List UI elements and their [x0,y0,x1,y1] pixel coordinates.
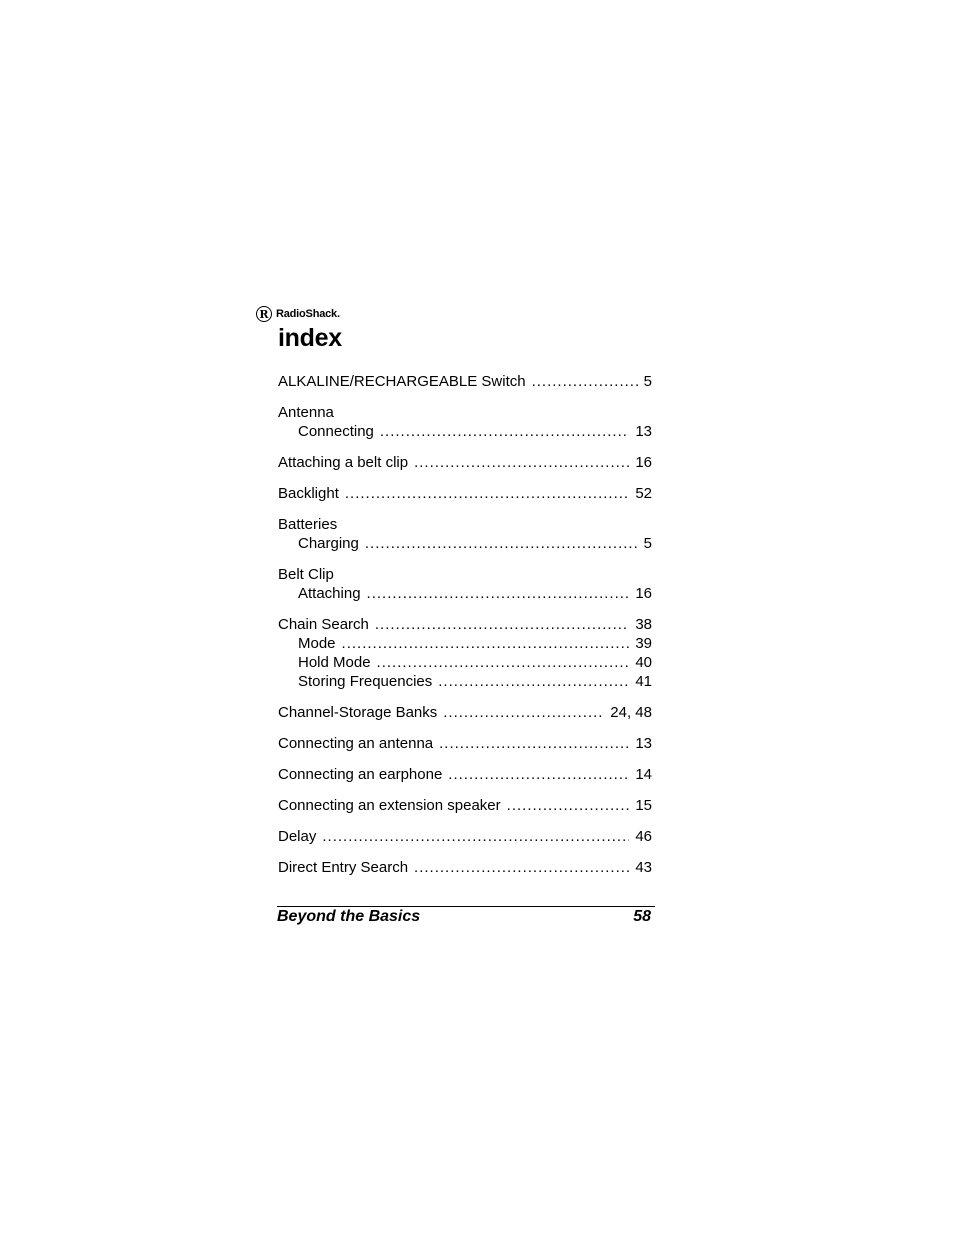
index-term-row [278,515,652,534]
index-page-ref: 52 [635,485,652,502]
index-term: Mode [298,635,336,652]
index-term: Direct Entry Search [278,859,409,876]
index-entry [278,403,652,441]
index-page-ref: 38 [635,616,652,633]
index-entry [278,796,652,815]
index-page-ref: 16 [635,585,652,602]
index-page-ref: 46 [635,828,652,845]
index-term-row [278,372,652,391]
index-page-ref: 16 [635,454,652,471]
index-term-row [278,615,652,634]
index-term-row [278,703,652,722]
index-page-ref: 43 [635,859,652,876]
index-term: Attaching a belt clip [278,454,409,471]
dot-leader [377,653,630,672]
dot-leader [414,453,629,472]
page-footer [277,906,655,926]
index-page-ref: 13 [635,423,652,440]
index-subentry [278,672,652,691]
dot-leader [443,703,604,722]
dot-leader [380,422,629,441]
index-term: Hold Mode [298,654,371,671]
index-term: Connecting an earphone [278,766,443,783]
index-entry [278,858,652,877]
radioshack-logo [256,306,340,322]
dot-leader [322,827,629,846]
index-page-ref: 13 [635,735,652,752]
dot-leader [414,858,629,877]
index-term-row [278,796,652,815]
dot-leader [439,734,629,753]
index-subentry [278,634,652,653]
index-page-ref: 24, 48 [610,704,652,721]
index-entry [278,615,652,691]
dot-leader [367,584,630,603]
index-entry [278,827,652,846]
index-page-ref: 15 [635,797,652,814]
index-entry [278,765,652,784]
index-page-ref: 40 [635,654,652,671]
index-term: Charging [298,535,359,552]
index-term: Batteries [278,516,338,533]
index-page-ref: 5 [643,535,652,552]
index-page-ref: 5 [643,373,652,390]
index-term-row [278,765,652,784]
index-subentry [278,653,652,672]
index-entry [278,703,652,722]
index-term: Connecting an extension speaker [278,797,501,814]
index-page-ref: 39 [635,635,652,652]
index-entry [278,565,652,603]
index-term: Connecting [298,423,374,440]
index-entry [278,484,652,503]
dot-leader [438,672,629,691]
index-term: Belt Clip [278,566,334,583]
index-term: Attaching [298,585,361,602]
dot-leader [345,484,629,503]
index-term: Delay [278,828,317,845]
index-term-row [278,827,652,846]
dot-leader [342,634,630,653]
index-term: Chain Search [278,616,369,633]
index-page-ref: 41 [635,673,652,690]
index-subentry [278,422,652,441]
index-term-row [278,565,652,584]
index-subentry [278,534,652,553]
index-list [278,372,652,889]
dot-leader [448,765,629,784]
index-term: Connecting an antenna [278,735,434,752]
index-term: Storing Frequencies [298,673,433,690]
index-term: Antenna [278,404,334,421]
index-entry [278,734,652,753]
dot-leader [365,534,638,553]
index-term-row [278,858,652,877]
index-entry [278,515,652,553]
index-term-row [278,453,652,472]
index-term-row [278,403,652,422]
registered-r-icon: R [256,306,272,322]
index-term: Channel-Storage Banks [278,704,438,721]
footer-page-number: 58 [633,908,651,925]
index-subentry [278,584,652,603]
index-page-ref: 14 [635,766,652,783]
index-entry [278,372,652,391]
dot-leader [507,796,630,815]
dot-leader [375,615,629,634]
index-term-row [278,734,652,753]
footer-section: Beyond the Basics [277,908,421,925]
index-term: Backlight [278,485,339,502]
index-term-row [278,484,652,503]
brand-name: RadioShack. [276,308,340,320]
index-entry [278,453,652,472]
dot-leader [532,372,638,391]
index-term: ALKALINE/RECHARGEABLE Switch [278,373,526,390]
page-title: index [278,324,342,352]
